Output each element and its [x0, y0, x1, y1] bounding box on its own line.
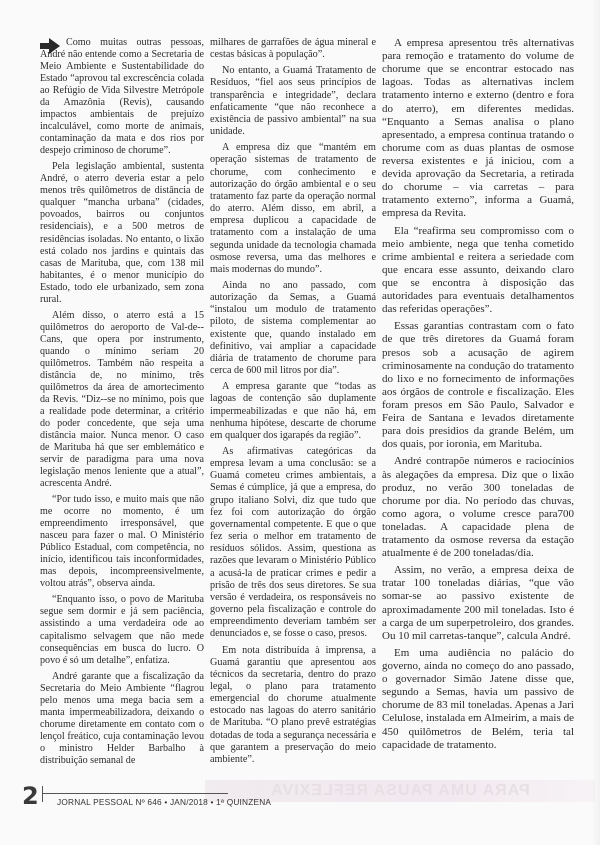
paragraph: “Por tudo isso, e muito mais que não me ocorre no momento, é um empreendimento irresponsável, que nasceu para fazer o mal. O Ministério Público Estadual, com competência, no início, identificou tais inconformidades, mas depois, incompreensivelmente, voltou atrás”, observa ainda.: [40, 494, 204, 590]
paragraph: A empresa apresentou três alternativas para remoção e tratamento do volume de chorume que se encontrar estocado nas lagoas. Todas as alternativas inclem tratamento interno e externo (dentro e fora do aterro), em diferentes medidas. “Enquanto a Semas analisa o plano apresentado, a empresa continua tratando o chorume com as duas plantas de osmose reversa existentes e já iniciou, com a devida aprovação da Secretaria, a retirada do chorume – via carretas – para tratamento externo”, informa a Guamá, empresa da Revita.: [382, 37, 574, 220]
article-column-1: [40, 37, 204, 771]
paragraph: No entanto, a Guamá Tratamento de Resíduos, “fiel aos seus princípios de transparência e integridade”, declara enfaticamente “que não reconhece a existência de passivo ambiental” na sua unidade.: [210, 65, 376, 138]
paragraph: Essas garantias contrastam com o fato de que três diretores da Guamá foram presos sob a acusação de agirem criminosamente na condução do tratamento do lixo e no fornecimento de informações aos órgãos de controle e fiscalização. Eles foram presos em São Paulo, Salvador e Feira de Santana e levados diretamente para dois presidios da grande Belém, um dos quais, por ioronia, em Marituba.: [382, 320, 574, 451]
footer-rule-horizontal: [42, 793, 228, 794]
paragraph: “Enquanto isso, o povo de Marituba segue sem dormir e já sem paciência, assistindo a uma verdadeira ode ao capitalismo selvagem que não mede consequências em busca do lucro. O povo é só um detalhe”, enfatiza.: [40, 594, 204, 666]
paragraph: Além disso, o aterro está a 15 quilômetros do aeroporto de Val-de--Cans, que opera por instrumento, quando o mínimo seriam 20 quilômetros. Também não respeita a distância de, no mínimo, três quilômetros da área de amortecimento da Revis. “Diz--se no mínimo, pois que a realidade pode determinar, a critério do poder concedente, que seja uma distância maior. Nunca menor. O caso de Marituba há que ser emblemático e servir de paradigma para uma nova legislação menos leniente que a atual”, acrescenta André.: [40, 309, 204, 490]
paragraph: André garante que a fiscalização da Secretaria do Meio Ambiente “flagrou pelo menos uma mega bacia sem a manta impermeabilizadora, deixando o chorume diretamente em contato com o lençol freático, cuja contaminação levou o ministro Helder Barbalho à distribuição semanal de: [40, 670, 204, 766]
publication-footer: JORNAL PESSOAL Nº 646 • JAN/2018 • 1ª QUINZENA: [57, 797, 272, 807]
paragraph: Em nota distribuída à imprensa, a Guamá garantiu que apresentou aos técnicos da secretaria, dentro do prazo legal, o plano para tratamento emergencial do chorume atualmente estocado nas lagoas do aterro sanitário de Marituba. “O plano prevê estratégias dotadas de toda a segurança necessária e que garantem a preservação do meio ambiente”.: [210, 644, 376, 765]
page-edge-shadow: [592, 0, 600, 845]
paragraph: André contrapõe números e raciocínios às alegações da empresa. Diz que o lixão produz, no verão 300 toneladas de chorume por dia. No período das chuvas, como agora, o volume cresce para700 toneladas. A capacidade plena de tratamento da osmose reversa da estação atualmente é de 200 toneladas/dia.: [382, 455, 574, 560]
footer-rule-vertical: [42, 786, 43, 802]
paragraph: Ela “reafirma seu compromisso com o meio ambiente, nega que tenha cometido crime ambiental e reitera a seriedade com que encara esse assunto, deixando claro que se encontra à disposição das autoridades para eventuais detalhamentos das referidas operações”.: [382, 224, 574, 316]
page-number: 2: [22, 782, 39, 810]
paragraph: [40, 37, 204, 157]
paragraph: Assim, no verão, a empresa deixa de tratar 100 toneladas diárias, “que vão somar-se ao passivo existente de aproximadamente 200 mil toneladas. Isto é a carga de um superpetroleiro, dos grandes. Ou 10 mil carretas-tanque”, calcula André.: [382, 564, 574, 642]
paragraph: milhares de garrafões de água mineral e cestas básicas à população”.: [210, 37, 376, 61]
showthrough-text: PARA UMA PAUSA REFLEXIVA: [270, 782, 530, 799]
paragraph: As afirmativas categóricas da empresa levam a uma conclusão: se a Guamá cometeu crimes ambientais, a Semas é cúmplice, já que a empresa, do grupo italiano Solvi, diz que tudo que fez foi com autorização do órgão governamental competente. E que o que fez seria o melhor em tratamento de resíduos sólidos. Assim, questiona as razões que levaram o Ministério Público a acusá-la de praticar crimes e pedir a prisão de três dos seus diretores. Se sua versão é verdadeira, os responsáveis no governo pela fiscalização e controle do empreendimento deveriam também ser denunciados e, se fosse o caso, presos.: [210, 446, 376, 640]
paragraph: Pela legislação ambiental, sustenta André, o aterro deveria estar a pelo menos três quilômetros de distância de qualquer “mancha urbana” (cidades, povoados, bairros ou conjuntos residenciais), e a 500 metros de residências isoladas. No entanto, o lixão está colado nos jardins e quintais das casas de Marituba, que, com 138 mil habitantes, é o menor município do Estado, todo ele urbanizado, sem zona rural.: [40, 161, 204, 305]
paragraph-text: Como muitas outras pessoas, André não entende como a Secretaria de Meio Ambiente e Sustentabilidade do Estado “aprovou tal excrescência colada ao Refúgio de Vida Silvestre Metrópole da Amazônia (Revis), causando impactos ambientais de prejuízo incalculável, como morte de animais, contaminação da mata e dos rios por despejo criminoso de chorume”.: [40, 37, 204, 157]
article-column-2: [210, 37, 376, 770]
article-column-3: [382, 37, 574, 756]
paragraph: A empresa diz que “mantém em operação sistemas de tratamento de chorume, com conhecimento e autorização do órgão ambiental e o seu tratamento faz parte da operação normal do aterro. Além disso, em abril, a empresa duplicou a capacidade de tratamento com a instalação de uma segunda unidade da tecnologia chamada osmose reversa, uma das melhores e mais modernas do mundo”.: [210, 142, 376, 275]
paragraph: Em uma audiência no palácio do governo, ainda no começo do ano passado, o governador Simão Jatene disse que, segundo a Semas, havia um passivo de chorume de 83 mil toneladas. Apenas a Jari Celulose, instalada em Almeirim, a mais de 450 quilômetros de Belém, teria tal capacidade de tratamento.: [382, 646, 574, 751]
paragraph: A empresa garante que “todas as lagoas de contenção são duplamente impermeabilizadas e que não há, em nenhuma hipótese, descarte de chorume em qualquer dos igarapés da região”.: [210, 381, 376, 441]
paragraph: Ainda no ano passado, com autorização da Semas, a Guamá “instalou um modulo de tratamento piloto, de sistema complementar ao existente que, quando instalado em definitivo, vai ampliar a capacidade diária de tratamento de chorume para cerca de 600 mil litros por dia”.: [210, 279, 376, 377]
